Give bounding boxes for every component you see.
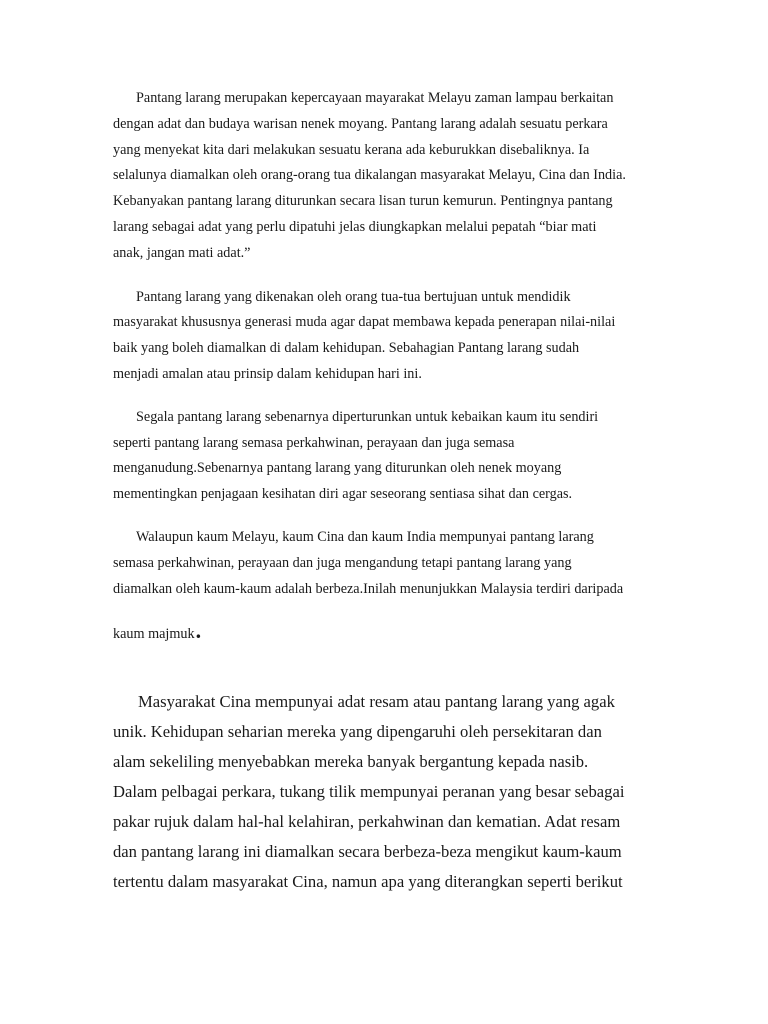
text-line: alam sekeliling menyebabkan mereka banyak bergantung kepada nasib. [113, 752, 589, 772]
text-line: menganudung.Sebenarnya pantang larang yang diturunkan oleh nenek moyang [113, 460, 562, 477]
text-line: Kebanyakan pantang larang diturunkan secara lisan turun kemurun. Pentingnya pantang [113, 193, 613, 210]
text-line: Masyarakat Cina mempunyai adat resam atau pantang larang yang agak [138, 692, 615, 712]
text-line: seperti pantang larang semasa perkahwinan, perayaan dan juga semasa [113, 434, 515, 451]
paragraph-masyarakat-cina [113, 687, 661, 897]
paragraph-pantang-larang-intro [113, 86, 661, 267]
text-line: selalunya diamalkan oleh orang-orang tua dikalangan masyarakat Melayu, Cina dan India. [113, 167, 626, 184]
final-period: . [195, 618, 202, 644]
text-line: baik yang boleh diamalkan di dalam kehidupan. Sebahagian Pantang larang sudah [113, 340, 580, 357]
text-line [113, 602, 661, 649]
paragraph-kaum-majmuk [113, 525, 661, 649]
text-line: Pantang larang yang dikenakan oleh orang tua-tua bertujuan untuk mendidik [136, 288, 571, 305]
text-line: Dalam pelbagai perkara, tukang tilik mempunyai peranan yang besar sebagai [113, 782, 625, 802]
text-line: semasa perkahwinan, perayaan dan juga mengandung tetapi pantang larang yang [113, 554, 572, 571]
text-line: masyarakat khususnya generasi muda agar dapat membawa kepada penerapan nilai-nilai [113, 314, 616, 331]
text-line: pakar rujuk dalam hal-hal kelahiran, perkahwinan dan kematian. Adat resam [113, 812, 621, 832]
text-line-content: kaum majmuk [113, 626, 195, 643]
document-page [113, 86, 661, 897]
paragraph-tujuan [113, 285, 661, 388]
text-line: Segala pantang larang sebenarnya diperturunkan untuk kebaikan kaum itu sendiri [136, 408, 599, 425]
text-line: diamalkan oleh kaum-kaum adalah berbeza.Inilah menunjukkan Malaysia terdiri daripada [113, 580, 624, 597]
text-line: dengan adat dan budaya warisan nenek moyang. Pantang larang adalah sesuatu perkara [113, 115, 608, 132]
text-line: anak, jangan mati adat.” [113, 244, 251, 261]
text-line: dan pantang larang ini diamalkan secara berbeza-beza mengikut kaum-kaum [113, 842, 622, 862]
text-line: tertentu dalam masyarakat Cina, namun apa yang diterangkan seperti berikut [113, 872, 623, 892]
text-line: Pantang larang merupakan kepercayaan mayarakat Melayu zaman lampau berkaitan [136, 90, 614, 106]
paragraph-kebaikan [113, 405, 661, 508]
text-line: menjadi amalan atau prinsip dalam kehidupan hari ini. [113, 365, 422, 382]
text-line: Walaupun kaum Melayu, kaum Cina dan kaum India mempunyai pantang larang [136, 528, 594, 545]
text-line: larang sebagai adat yang perlu dipatuhi jelas diungkapkan melalui pepatah “biar mati [113, 218, 597, 235]
text-line: unik. Kehidupan seharian mereka yang dipengaruhi oleh persekitaran dan [113, 722, 602, 742]
text-line: mementingkan penjagaan kesihatan diri agar seseorang sentiasa sihat dan cergas. [113, 486, 573, 503]
text-line: yang menyekat kita dari melakukan sesuatu kerana ada keburukkan disebaliknya. Ia [113, 141, 590, 158]
